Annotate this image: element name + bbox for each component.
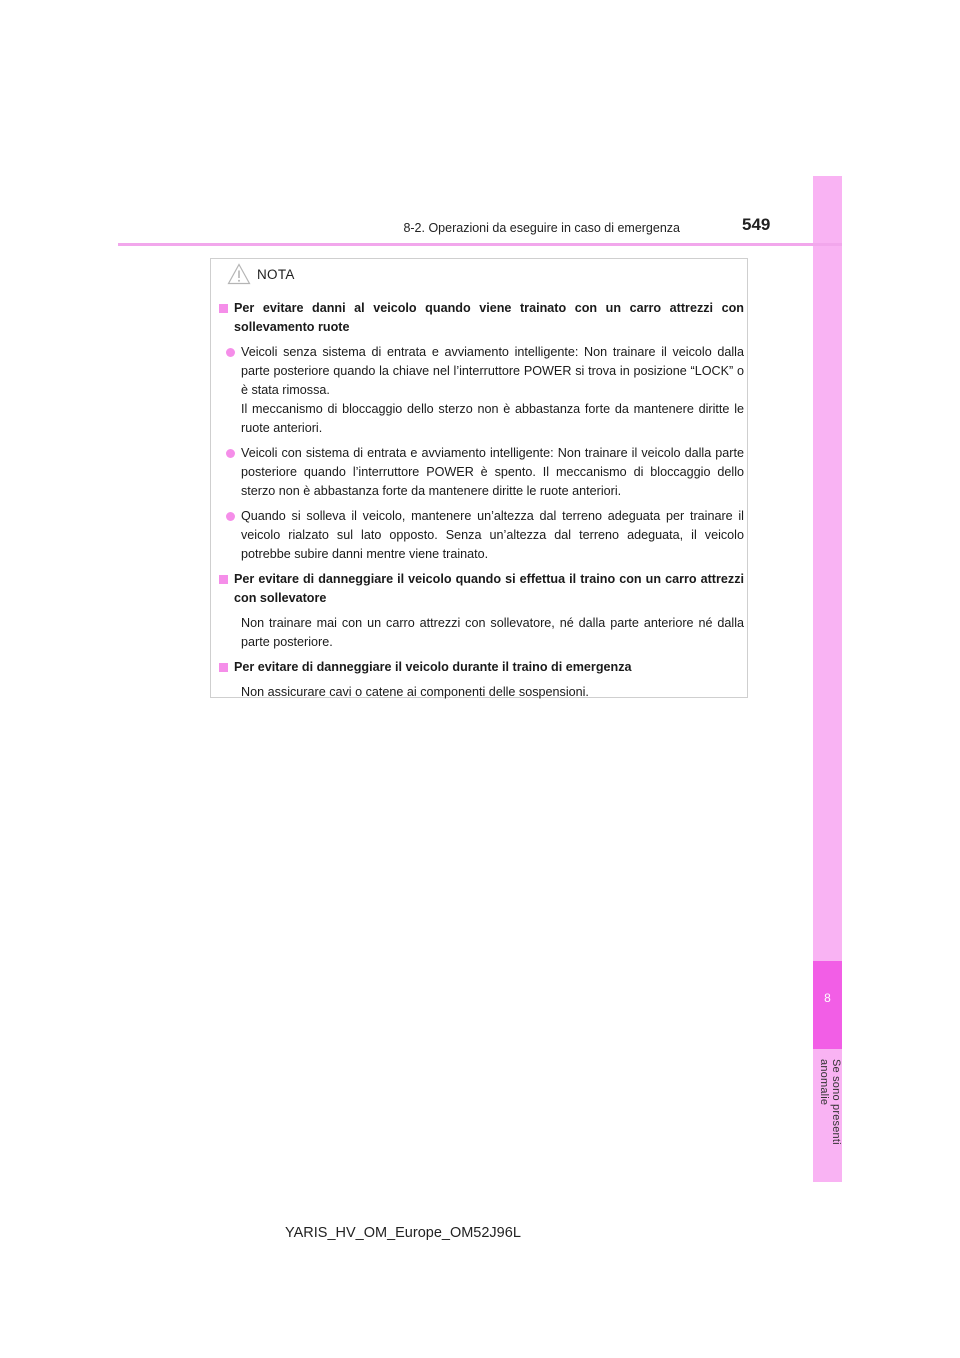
warning-triangle-icon [227, 263, 251, 285]
list-item-text: Quando si solleva il veicolo, mantenere un’altezza dal terreno adeguata per trainare il veicolo rialzato sul lato opposto. Senza un’altezza dal terreno adeguata, il veicolo potrebbe subire danni mentre viene trainato. [241, 509, 744, 561]
list-item-line: Veicoli senza sistema di entrata e avviamento intelligente: Non trainare il veicolo dalla parte posteriore quando la chiave nel l’interruttore POWER si trova in posizione “LOCK” o è stata rimossa. [241, 345, 744, 397]
square-bullet-icon [219, 575, 228, 584]
section-body: Non trainare mai con un carro attrezzi con sollevatore, né dalla parte anteriore né dalla parte posteriore. [241, 616, 744, 649]
notice-content [219, 299, 744, 708]
list-item-line: Il meccanismo di bloccaggio dello sterzo non è abbastanza forte da mantenere diritte le ruote anteriori. [241, 402, 744, 435]
list-item [226, 343, 744, 438]
round-bullet-icon [226, 449, 235, 458]
chapter-number-box [813, 961, 842, 1049]
document-code: YARIS_HV_OM_Europe_OM52J96L [285, 1225, 521, 1241]
heading-text: Per evitare di danneggiare il veicolo durante il traino di emergenza [234, 660, 632, 674]
heading-text: Per evitare di danneggiare il veicolo quando si effettua il traino con un carro attrezzi con sollevatore [234, 572, 744, 605]
square-bullet-icon [219, 663, 228, 672]
section-title: 8-2. Operazioni da eseguire in caso di emergenza [403, 221, 680, 235]
round-bullet-icon [226, 512, 235, 521]
header-rule [118, 243, 842, 246]
heading-text: Per evitare danni al veicolo quando viene trainato con un carro attrezzi con sollevamento ruote [234, 301, 744, 334]
notice-section-heading [219, 658, 744, 677]
list-item [226, 444, 744, 501]
notice-box [210, 258, 748, 698]
page-number: 549 [742, 215, 771, 234]
list-item [226, 507, 744, 564]
list-item-text: Veicoli con sistema di entrata e avviamento intelligente: Non trainare il veicolo dalla parte posteriore quando l’interruttore POWER è spento. Il meccanismo di bloccaggio dello sterzo non è abbastanza forte da mantenere diritte le ruote anteriori. [241, 446, 744, 498]
section-body: Non assicurare cavi o catene ai componenti delle sospensioni. [241, 685, 589, 699]
notice-section-heading [219, 299, 744, 337]
round-bullet-icon [226, 348, 235, 357]
notice-label: NOTA [257, 266, 295, 282]
notice-header [227, 259, 295, 289]
chapter-side-tab [813, 176, 842, 1182]
chapter-title: Se sono presenti anomalie [818, 1059, 842, 1145]
chapter-number: 8 [824, 991, 831, 1005]
list-item-text [241, 343, 744, 438]
square-bullet-icon [219, 304, 228, 313]
notice-section-heading [219, 570, 744, 608]
